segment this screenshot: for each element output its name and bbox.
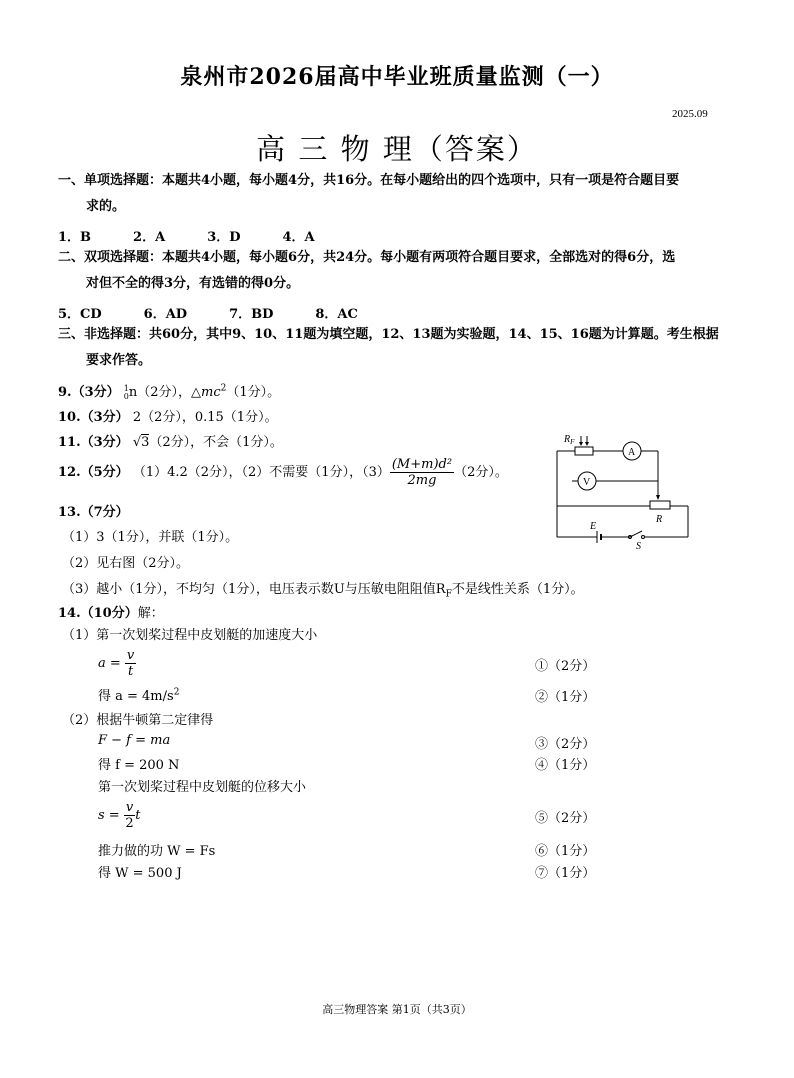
ammeter-label: A: [628, 447, 636, 458]
section1-heading-cont: 求的。: [86, 199, 126, 214]
q9-label: 9.（3分）: [58, 385, 120, 400]
section3-heading-cont: 要求作答。: [86, 353, 152, 368]
q14-score2: ②（1分）: [535, 690, 596, 705]
page-subtitle: 高 三 物 理（答案）: [256, 132, 538, 166]
q12-label: 12.（5分）: [58, 465, 129, 480]
rheostat-r: [650, 501, 670, 509]
q13-label: 13.（7分）: [58, 505, 129, 520]
sqrt-symbol: √: [132, 435, 142, 450]
answer-3: 3．D: [207, 230, 241, 245]
q14-score1: ①（2分）: [535, 659, 596, 674]
voltmeter-label: V: [583, 477, 591, 488]
q14-eq7: 得 W = 500 J: [98, 866, 182, 881]
exam-date: 2025.09: [672, 108, 708, 120]
page-footer: 高三物理答案 第1页（共3页）: [322, 1003, 472, 1016]
q14-eq2: 得 $a = 4m/s^2$: [98, 687, 180, 704]
section1-heading: 一、单项选择题：本题共4小题，每小题4分，共16分。在每小题给出的四个选项中，只有一项是符合题目要: [58, 173, 680, 188]
answer-1: 1．B: [58, 230, 92, 245]
pressure-resistor-rf: [575, 447, 593, 455]
circuit-diagram: [550, 428, 700, 553]
q14-eq4: 得 f = 200 N: [98, 758, 180, 773]
q13-part1: （1）3（1分），并联（1分）。: [62, 530, 239, 545]
q11-answer: 11.（3分） √3（2分），不会（1分）。: [58, 435, 283, 450]
page-title: 泉州市2026届高中毕业班质量监测（一）: [180, 64, 614, 90]
q14-eq6: 推力做的功 W = Fs: [98, 844, 216, 859]
q13-part3: （3）越小（1分），不均匀（1分），电压表示数U与压敏电阻阻值$R_F$不是线性关系（1分）。: [62, 582, 584, 600]
battery-label: E: [590, 521, 597, 532]
section2-answers: [58, 303, 400, 322]
switch-icon: [630, 531, 642, 537]
answer-4: 4．A: [282, 230, 315, 245]
switch-label: S: [636, 541, 641, 552]
q14-score7: ⑦（1分）: [535, 866, 596, 881]
rheostat-label: R: [656, 514, 663, 525]
q10-label: 10.（3分）: [58, 410, 129, 425]
section3-heading: 三、非选择题：共60分，其中9、10、11题为填空题，12、13题为实验题，14、15、16题为计算题。考生根据: [58, 327, 719, 342]
answer-5: 5．CD: [58, 307, 102, 322]
q13-part2: （2）见右图（2分）。: [62, 556, 190, 571]
q10-answer: 10.（3分） 2（2分），0.15（1分）。: [58, 410, 278, 425]
q12-fraction: $\frac{\text{(M+m)d²}}{2mg}$: [391, 457, 453, 488]
svg-text:RF: $R_F$: [564, 434, 575, 446]
q14-part2: （2）根据牛顿第二定律得: [62, 713, 214, 728]
q14-eq3: F − f = ma: [98, 733, 171, 748]
section2-heading-cont: 对但不全的得3分，有选错的得0分。: [86, 276, 300, 291]
q14-eq1: a = $\frac{v}{t}$: [98, 648, 135, 679]
q14-label: 14.（10分）解：: [58, 606, 164, 621]
q14-score3: ③（2分）: [535, 737, 596, 752]
q9-answer: 9.（3分） 1 0 n（2分），$\triangle mc^2(1$分）。: [58, 383, 281, 401]
q12-answer: 12.（5分） （1）4.2（2分），（2）不需要（1分），（3） $\frac{\text{(M+m)d²}}{2mg}$ （2分）。: [58, 457, 508, 488]
q14-score6: ⑥（1分）: [535, 844, 596, 859]
section1-answers: [58, 226, 357, 245]
q11-label: 11.（3分）: [58, 435, 129, 450]
q14-score5: ⑤（2分）: [535, 811, 596, 826]
q14-part1: （1）第一次划桨过程中皮划艇的加速度大小: [62, 628, 318, 643]
q14-part3: 第一次划桨过程中皮划艇的位移大小: [98, 780, 307, 795]
q14-score4: ④（1分）: [535, 758, 596, 773]
answer-8: 8．AC: [315, 307, 358, 322]
answer-2: 2．A: [133, 230, 166, 245]
section2-heading: 二、双项选择题：本题共4小题，每小题6分，共24分。每小题有两项符合题目要求，全部选对的得6分，选: [58, 250, 676, 265]
q14-eq5: s = $\frac{v}{2}$ t: [98, 800, 141, 831]
answer-7: 7．BD: [229, 307, 274, 322]
neutron-symbol-scripts: 1 0: [123, 383, 129, 401]
answer-6: 6．AD: [143, 307, 188, 322]
